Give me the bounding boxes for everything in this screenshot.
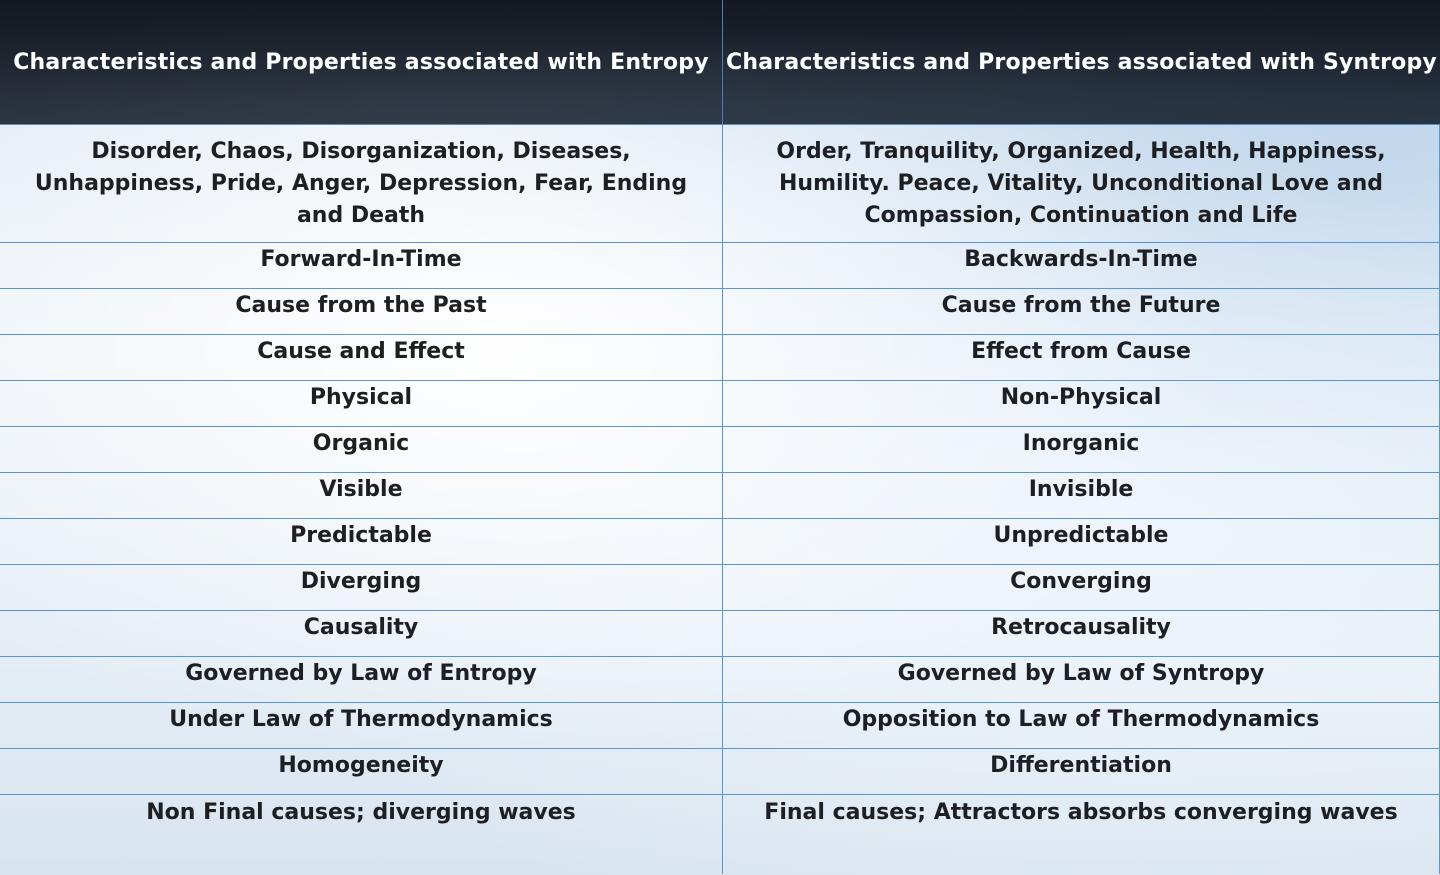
table-row xyxy=(0,381,1440,427)
entropy-cell: Homogeneity xyxy=(0,749,723,794)
table-row xyxy=(0,335,1440,381)
entropy-cell: Predictable xyxy=(0,519,723,564)
table-header xyxy=(0,0,1440,125)
table-row xyxy=(0,611,1440,657)
table-row xyxy=(0,243,1440,289)
entropy-cell: Physical xyxy=(0,381,723,426)
table-row xyxy=(0,519,1440,565)
comparison-table-body xyxy=(0,125,1440,874)
entropy-column-header: Characteristics and Properties associated with Entropy xyxy=(0,0,723,124)
entropy-cell: Visible xyxy=(0,473,723,518)
table-row xyxy=(0,473,1440,519)
entropy-cell: Disorder, Chaos, Disorganization, Diseases, Unhappiness, Pride, Anger, Depression, Fear, Ending and Death xyxy=(0,125,723,242)
entropy-cell: Cause from the Past xyxy=(0,289,723,334)
entropy-cell: Causality xyxy=(0,611,723,656)
table-row xyxy=(0,289,1440,335)
entropy-cell: Forward-In-Time xyxy=(0,243,723,288)
syntropy-cell: Order, Tranquility, Organized, Health, Happiness, Humility. Peace, Vitality, Unconditional Love and Compassion, Continuation and Life xyxy=(723,125,1440,242)
syntropy-cell: Cause from the Future xyxy=(723,289,1440,334)
syntropy-cell: Opposition to Law of Thermodynamics xyxy=(723,703,1440,748)
syntropy-cell: Unpredictable xyxy=(723,519,1440,564)
table-row xyxy=(0,795,1440,874)
syntropy-cell: Effect from Cause xyxy=(723,335,1440,380)
syntropy-cell: Invisible xyxy=(723,473,1440,518)
syntropy-column-header: Characteristics and Properties associated with Syntropy xyxy=(726,49,1437,75)
syntropy-cell: Non-Physical xyxy=(723,381,1440,426)
entropy-cell: Diverging xyxy=(0,565,723,610)
table-row xyxy=(0,125,1440,243)
syntropy-cell: Retrocausality xyxy=(723,611,1440,656)
entropy-cell: Governed by Law of Entropy xyxy=(0,657,723,702)
table-row xyxy=(0,657,1440,703)
entropy-cell: Under Law of Thermodynamics xyxy=(0,703,723,748)
entropy-cell: Non Final causes; diverging waves xyxy=(0,795,723,874)
syntropy-cell: Final causes; Attractors absorbs converging waves xyxy=(723,795,1440,874)
table-row xyxy=(0,427,1440,473)
entropy-cell: Cause and Effect xyxy=(0,335,723,380)
syntropy-cell: Governed by Law of Syntropy xyxy=(723,657,1440,702)
table-row xyxy=(0,749,1440,795)
table-row xyxy=(0,703,1440,749)
syntropy-cell: Converging xyxy=(723,565,1440,610)
syntropy-cell: Inorganic xyxy=(723,427,1440,472)
table-row xyxy=(0,565,1440,611)
syntropy-cell: Differentiation xyxy=(723,749,1440,794)
syntropy-cell: Backwards-In-Time xyxy=(723,243,1440,288)
entropy-cell: Organic xyxy=(0,427,723,472)
